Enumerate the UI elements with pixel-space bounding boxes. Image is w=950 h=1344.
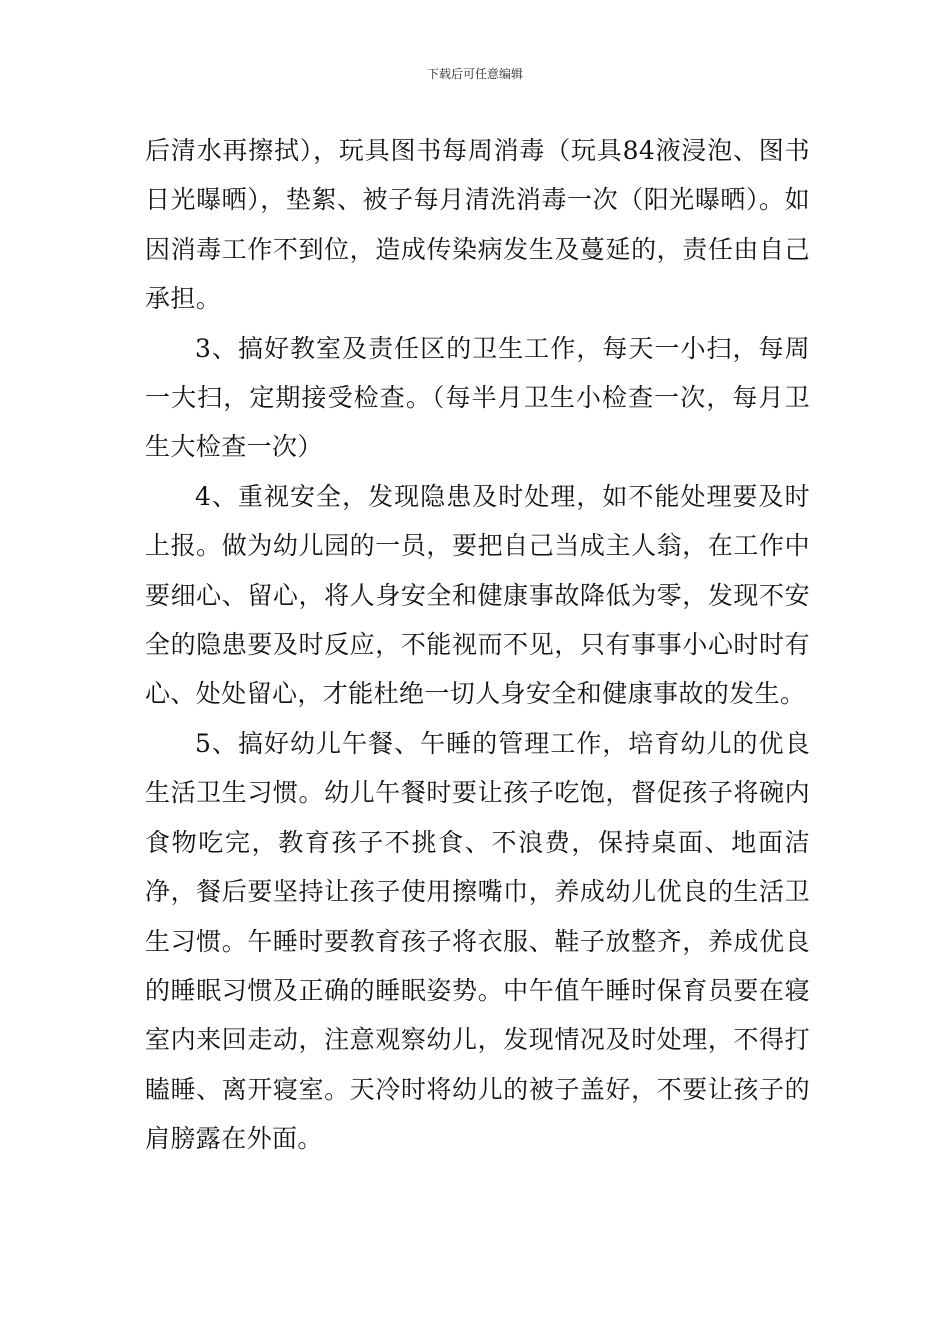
paragraph-item-5: 5、搞好幼儿午餐、午睡的管理工作，培育幼儿的优良生活卫生习惯。幼儿午餐时要让孩子吃饱，督促孩子将碗内食物吃完，教育孩子不挑食、不浪费，保持桌面、地面洁净，餐后要坚持让孩子使用擦嘴巾，养成幼儿优良的生活卫生习惯。午睡时要教育孩子将衣服、鞋子放整齐，养成优良的睡眠习惯及正确的睡眠姿势。中午值午睡时保育员要在寝室内来回走动，注意观察幼儿，发现情况及时处理，不得打瞌睡、离开寝室。天冷时将幼儿的被子盖好，不要让孩子的肩膀露在外面。 xyxy=(145,728,810,1154)
document-body xyxy=(145,126,810,1164)
paragraph-continuation: 后清水再擦拭），玩具图书每周消毒（玩具84液浸泡、图书日光曝晒），垫絮、被子每月清洗消毒一次（阳光曝晒）。如因消毒工作不到位，造成传染病发生及蔓延的，责任由自己承担。 xyxy=(145,136,810,314)
page-header: 下载后可任意编辑 xyxy=(426,67,523,81)
paragraph-item-3: 3、搞好教室及责任区的卫生工作，每天一小扫，每周一大扫，定期接受检查。（每半月卫生小检查一次，每月卫生大检查一次） xyxy=(145,333,810,462)
paragraph-item-4: 4、重视安全，发现隐患及时处理，如不能处理要及时上报。做为幼儿园的一员，要把自己当成主人翁，在工作中要细心、留心，将人身安全和健康事故降低为零，发现不安全的隐患要及时反应，不能视而不见，只有事事小心时时有心、处处留心，才能杜绝一切人身安全和健康事故的发生。 xyxy=(145,481,810,709)
